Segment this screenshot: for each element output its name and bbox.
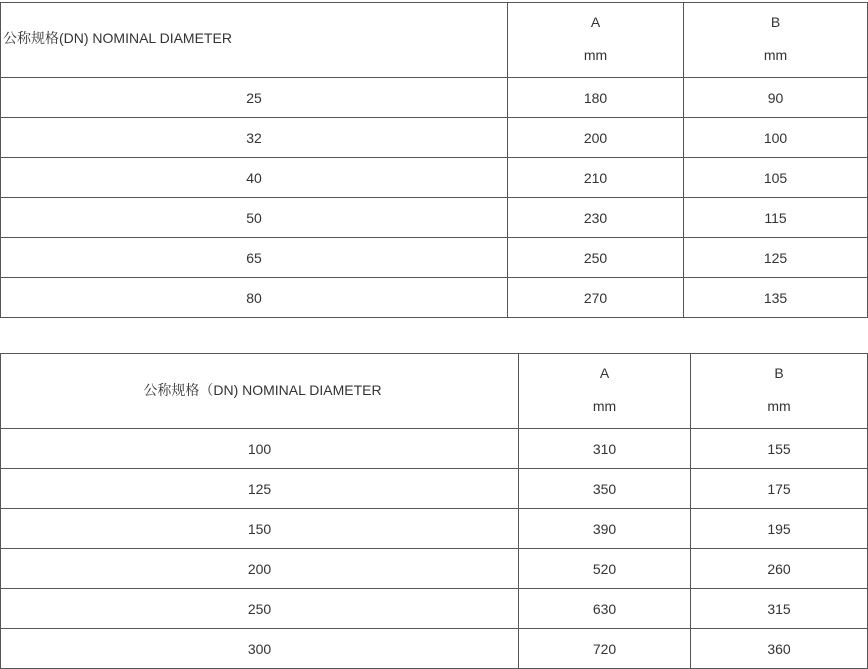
cell-a: 270: [508, 278, 684, 318]
table-row: [1, 238, 868, 278]
cell-a: 310: [519, 429, 691, 469]
col-b-label: B: [770, 14, 781, 30]
cell-dn: 300: [1, 629, 519, 669]
dimension-table-2: [0, 353, 868, 669]
table-row: [1, 589, 868, 629]
cell-b: 175: [691, 469, 868, 509]
table-row: [1, 198, 868, 238]
table-header-row: [1, 354, 868, 429]
cell-b: 155: [691, 429, 868, 469]
cell-dn: 200: [1, 549, 519, 589]
cell-b: 360: [691, 629, 868, 669]
table-header-row: [1, 3, 868, 78]
cell-a: 210: [508, 158, 684, 198]
cell-dn: 150: [1, 509, 519, 549]
cell-dn: 125: [1, 469, 519, 509]
cell-b: 105: [684, 158, 868, 198]
col-a-label: A: [599, 365, 610, 381]
cell-a: 180: [508, 78, 684, 118]
cell-dn: 100: [1, 429, 519, 469]
cell-dn: 80: [1, 278, 508, 318]
cell-b: 135: [684, 278, 868, 318]
cell-dn: 250: [1, 589, 519, 629]
col-b-unit: mm: [767, 398, 791, 414]
cell-dn: 25: [1, 78, 508, 118]
cell-dn: 32: [1, 118, 508, 158]
header-col-b: [684, 3, 868, 78]
header-nominal-diameter: 公称规格(DN) NOMINAL DIAMETER: [1, 3, 508, 78]
cell-b: 260: [691, 549, 868, 589]
col-b-unit: mm: [763, 47, 788, 63]
table-row: [1, 429, 868, 469]
table-row: [1, 278, 868, 318]
cell-a: 720: [519, 629, 691, 669]
header-col-a: [508, 3, 684, 78]
cell-dn: 65: [1, 238, 508, 278]
cell-dn: 50: [1, 198, 508, 238]
cell-a: 250: [508, 238, 684, 278]
header-nominal-diameter: 公称规格（DN) NOMINAL DIAMETER: [1, 354, 519, 429]
cell-b: 100: [684, 118, 868, 158]
header-col-b: [691, 354, 868, 429]
cell-b: 315: [691, 589, 868, 629]
table-row: [1, 469, 868, 509]
cell-b: 195: [691, 509, 868, 549]
table-row: [1, 549, 868, 589]
table-row: [1, 118, 868, 158]
table-row: [1, 158, 868, 198]
cell-a: 390: [519, 509, 691, 549]
header-col-a: [519, 354, 691, 429]
col-b-label: B: [774, 365, 784, 381]
table-row: [1, 629, 868, 669]
cell-b: 115: [684, 198, 868, 238]
cell-a: 230: [508, 198, 684, 238]
cell-a: 520: [519, 549, 691, 589]
cell-b: 90: [684, 78, 868, 118]
cell-a: 630: [519, 589, 691, 629]
col-a-unit: mm: [583, 47, 608, 63]
col-a-unit: mm: [592, 398, 617, 414]
col-a-label: A: [590, 14, 601, 30]
table-row: [1, 78, 868, 118]
cell-a: 200: [508, 118, 684, 158]
cell-a: 350: [519, 469, 691, 509]
cell-dn: 40: [1, 158, 508, 198]
table-row: [1, 509, 868, 549]
dimension-table-1: [0, 2, 868, 318]
cell-b: 125: [684, 238, 868, 278]
